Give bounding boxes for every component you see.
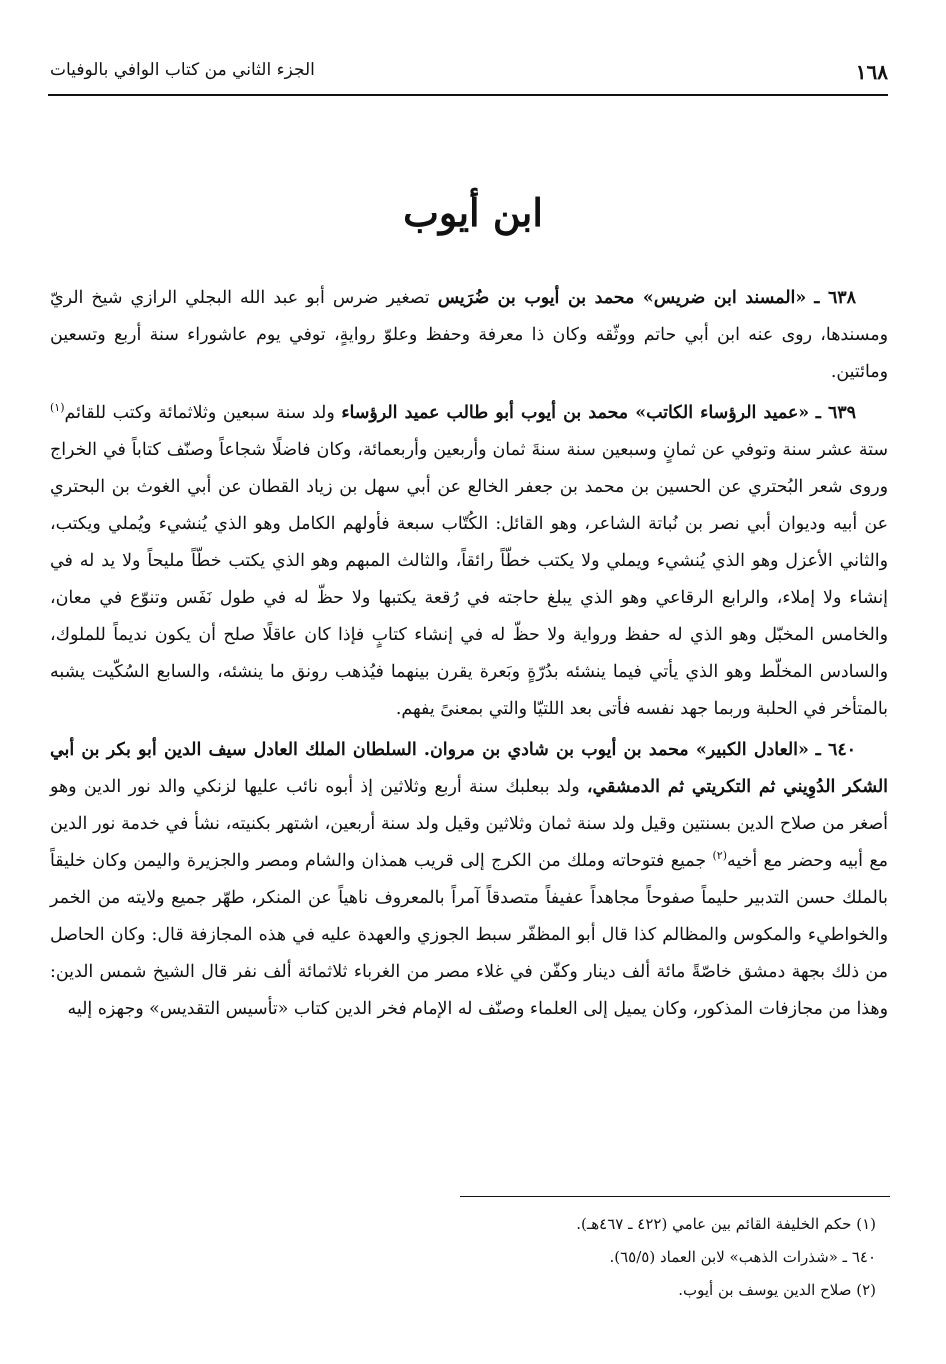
footnotes: [50, 1208, 876, 1307]
footnote-ref-1[interactable]: (١): [50, 401, 65, 415]
body-text: [50, 280, 888, 1032]
header-rule: [48, 94, 888, 96]
footnote-rule: [460, 1196, 890, 1197]
entry-640-heading: «العادل الكبير» محمد بن أيوب بن شادي بن مروان. السلطان الملك العادل سيف الدين أبو بكر بن أبي الشكر الدُوِيني ثم التكريتي ثم الدمشقي،: [50, 740, 888, 797]
entry-639-text-2: ستة عشر سنة وتوفي عن ثمانٍ وسبعين سنة سنةَ ثمان وأربعين وأربعمائة، وكان فاضلًا شجاعاً وصنّف كتاباً في الخراج وروى شعر البُحتري عن الحسين بن محمد بن جعفر الخالع عن أبي سهل بن زياد القطان عن أبي الغوث بن البحتري عن أبيه وديوان أبي نصر بن نُباتة الشاعر، وهو القائل: الكُتّاب سبعة فأولهم الكامل وهو الذي يُنشيء ويُملي ويكتب، والثاني الأعزل وهو الذي يُنشيء ويملي ولا يكتب خطّاً رائقاً، والثالث المبهم وهو الذي يكتب خطّاً مليحاً ولا يد له في إنشاء ولا إملاء، والرابع الرقاعي وهو الذي يبلغ حاجته في رُقعة يكتبها ولا حظّ له في طول نَفَس وتنوّع في معان، والخامس المخبّل وهو الذي له حفظ ورواية ولا حظّ له في إنشاء كتابٍ فإذا كان عاقلًا صلح أن يكون نديماً للملوك، والسادس المخلّط وهو الذي يأتي فيما ينشئه بدُرّةٍ وبَعرة يقرن بينهما فيُذهب رونق ما ينشئه، والسابع السُكّيت يشبه بالمتأخر في الحلبة وربما جهد نفسه فأتى بعد اللتيّا والتي بمعنىً يفهم.: [50, 440, 888, 719]
footnote-ref-2[interactable]: (٢): [712, 849, 727, 863]
entry-638-text: تصغير ضرس أبو عبد الله البجلي الرازي شيخ الريّ ومسندها، روى عنه ابن أبي حاتم ووثّقه وكان ذا معرفة وحفظ وعلوّ روايةٍ، توفي يوم عاشوراء سنة أربع وتسعين ومائتين.: [50, 288, 888, 382]
page-header: [50, 58, 888, 88]
entry-639-number: ٦٣٩ ـ: [815, 403, 856, 423]
chapter-title: ابن أيوب: [403, 190, 543, 235]
entry-638: [50, 280, 888, 391]
entry-639-heading: «عميد الرؤساء الكاتب» محمد بن أيوب أبو طالب عميد الرؤساء: [341, 403, 810, 423]
page-number: ١٦٨: [855, 60, 888, 84]
footnote-640-source: ٦٤٠ ـ «شذرات الذهب» لابن العماد (٦٥/٥).: [609, 1248, 876, 1266]
entry-638-heading: «المسند ابن ضريس» محمد بن أيوب بن ضُرَيس: [437, 288, 807, 308]
running-title: الجزء الثاني من كتاب الوافي بالوفيات: [50, 60, 315, 80]
entry-639: [50, 395, 888, 728]
entry-639-text-1: ولد سنة سبعين وثلاثمائة وكتب للقائم: [64, 403, 342, 423]
entry-640-number: ٦٤٠ ـ: [815, 740, 857, 760]
entry-640: [50, 732, 888, 1028]
footnote-2: (٢) صلاح الدين يوسف بن أيوب.: [678, 1281, 876, 1299]
entry-638-number: ٦٣٨ ـ: [814, 288, 856, 308]
footnote-1: (١) حكم الخليفة القائم بين عامي (٤٢٢ ـ ٤٦٧هـ).: [576, 1215, 876, 1233]
entry-640-text-1: ولد ببعلبك سنة أربع وثلاثين إذ أبوه نائب عليها لزنكي والد نور الدين وهو أصغر من صلاح الدين بسنتين وقيل ولد سنة ثمان وثلاثين وقيل ولد سنة أربعين، اشتهر بكنيته، نشأ في خدمة نور الدين مع أبيه وحضر مع أخيه: [50, 777, 888, 871]
entry-640-text-2: جميع فتوحاته وملك من الكرج إلى قريب همذان والشام ومصر والجزيرة واليمن وكان خليقاً بالملك حسن التدبير حليماً صفوحاً مجاهداً عفيفاً متصدقاً آمراً بالمعروف ناهياً عن المنكر، طهّر جميع ولايته من الخمر والخواطيء والمكوس والمظالم كذا قال أبو المظفّر سبط الجوزي والعهدة عليه في هذه المجازفة قال: وكان الحاصل من ذلك بجهة دمشق خاصّةً مائة ألف دينار وكفّن في غلاء مصر من الغرباء ثلاثمائة ألف نفر قال الشيخ شمس الدين: وهذا من مجازفات المذكور، وكان يميل إلى العلماء وصنّف له الإمام فخر الدين كتاب «تأسيس التقديس» وجهزه إليه: [50, 851, 888, 1019]
